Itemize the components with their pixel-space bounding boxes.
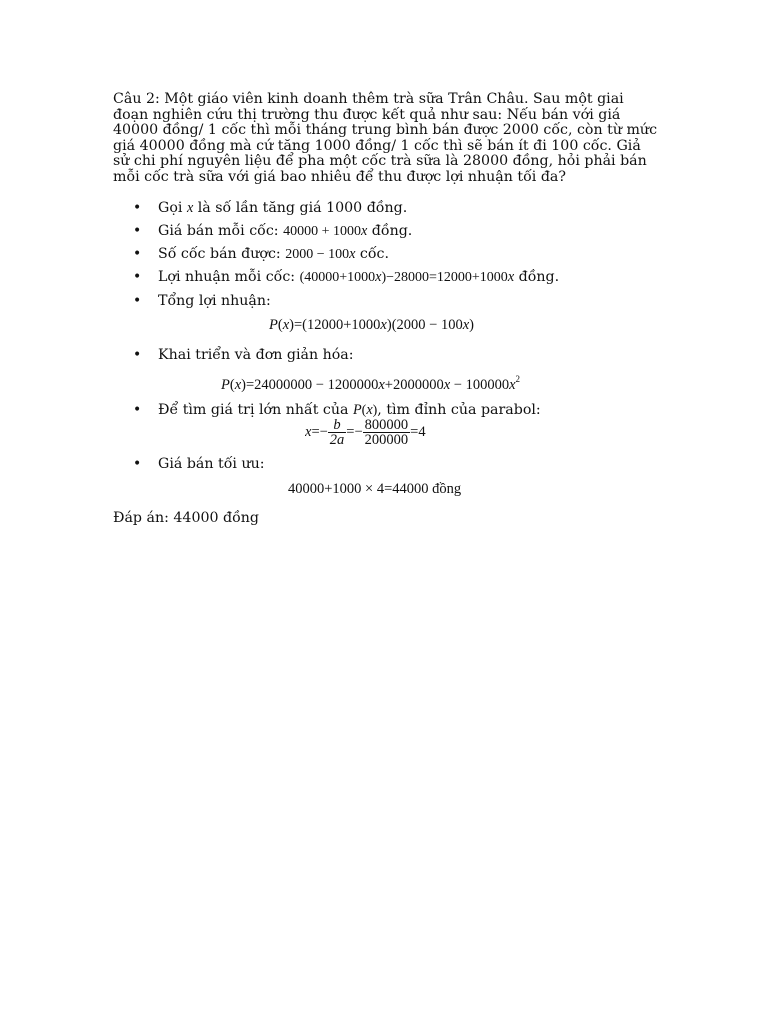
step-cups-sold: Số cốc bán được: 2000 − 100x cốc. — [158, 246, 389, 262]
bullet-dot: • — [133, 293, 142, 309]
bullet-dot: • — [133, 402, 142, 418]
step-find-vertex: Để tìm giá trị lớn nhất của P(x), tìm đỉnh của parabol: — [158, 402, 541, 418]
step-profit-per-cup: Lợi nhuận mỗi cốc: (40000+1000x)−28000=12000+1000x đồng. — [158, 269, 560, 285]
bullet-dot: • — [133, 456, 142, 472]
step-expand-label: Khai triển và đơn giản hóa: — [158, 347, 354, 363]
step-define-variable: Gọi x là số lần tăng giá 1000 đồng. — [158, 200, 408, 216]
equation-total-profit: P(x)=(12000+1000x)(2000 − 100x) — [269, 317, 474, 333]
equation-optimal-price: 40000+1000 × 4=44000 đồng — [288, 481, 462, 497]
fraction-vertex-value: $\frac{800000}{200000}$ — [364, 418, 409, 444]
step-optimal-price-label: Giá bán tối ưu: — [158, 456, 265, 472]
bullet-dot: • — [133, 246, 142, 262]
bullet-dot: • — [133, 200, 142, 216]
bullet-dot: • — [133, 347, 142, 363]
equation-vertex: x=− $\frac{b}{2a}$ =− $\frac{800000}{200000}$ =4 — [305, 418, 426, 444]
step-total-profit-label: Tổng lợi nhuận: — [158, 293, 271, 309]
final-answer: Đáp án: 44000 đồng — [113, 510, 260, 526]
bullet-dot: • — [133, 269, 142, 285]
problem-statement: Câu 2: Một giáo viên kinh doanh thêm trà sữa Trân Châu. Sau một giai đoạn nghiên cứu thị trường thu được kết quả như sau: Nếu bán với giá 40000 đồng/ 1 cốc thì mỗi tháng trung bình bán được 2000 cốc, còn từ mức giá 40000 đồng mà cứ tăng 1000 đồng/ 1 cốc thì sẽ bán ít đi 100 cốc. Giả sử chi phí nguyên liệu để pha một cốc trà sữa là 28000 đồng, hỏi phải bán mỗi cốc trà sữa với giá bao nhiêu để thu được lợi nhuận tối đa? — [113, 91, 658, 185]
bullet-dot: • — [133, 223, 142, 239]
fraction-b-over-2a: $\frac{b}{2a}$ — [329, 418, 345, 444]
step-selling-price: Giá bán mỗi cốc: 40000 + 1000x đồng. — [158, 223, 413, 239]
equation-expanded: $P(x)=24000000 - 1200000x+2000000x - 100000x^2$ — [221, 374, 521, 393]
